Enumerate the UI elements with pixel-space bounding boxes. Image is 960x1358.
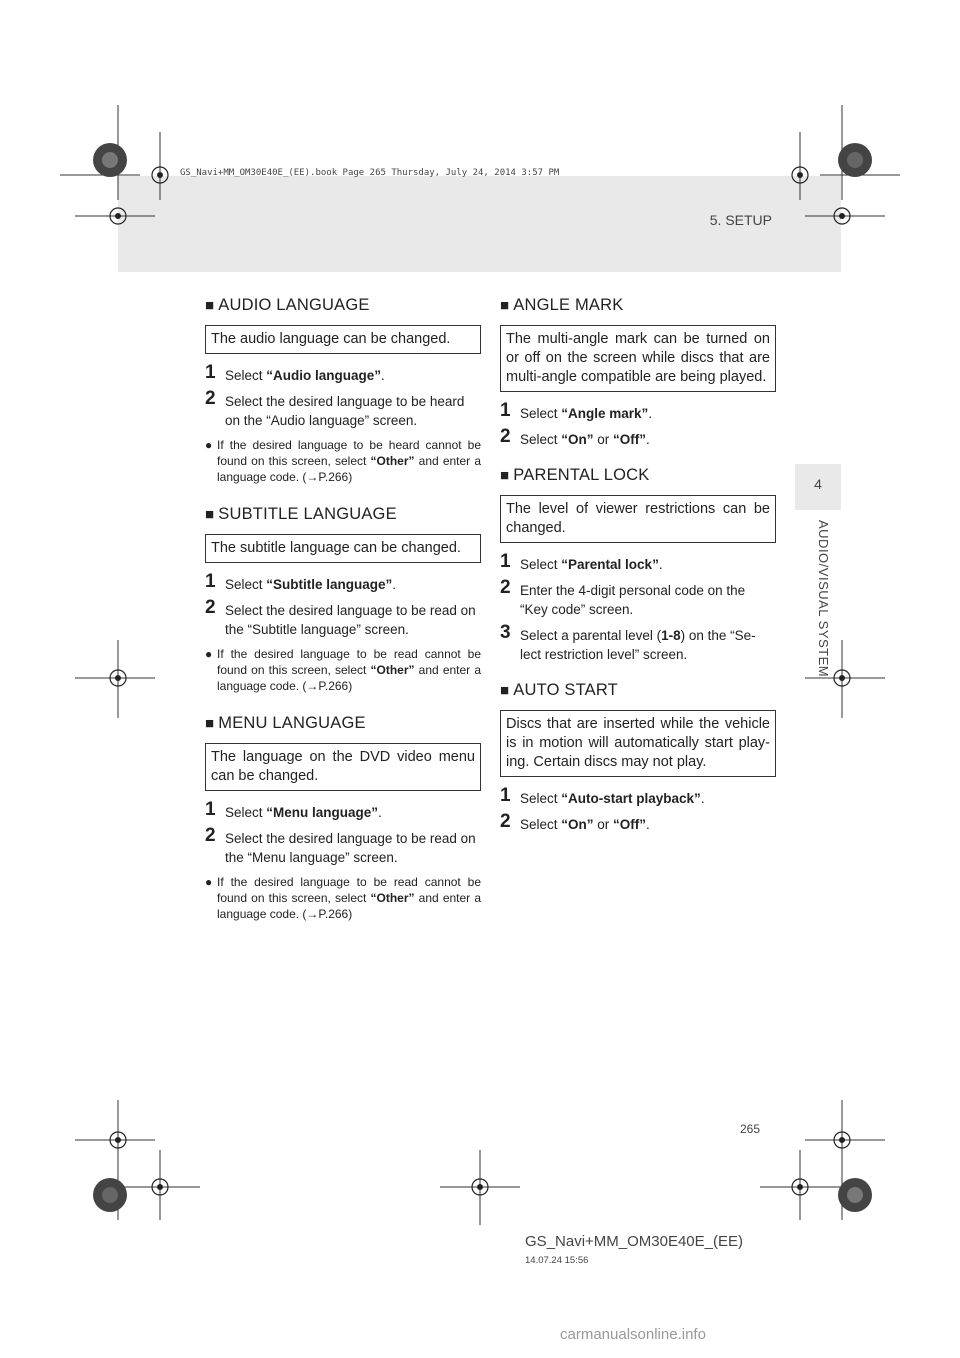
step-3-parental: 3 Select a parental level (1-8) on the “Se-lect restriction level” screen. <box>500 622 756 662</box>
page-number: 265 <box>740 1122 761 1136</box>
info-box-audio: The audio language can be changed. <box>205 325 481 354</box>
section-title: 5. SETUP <box>709 212 772 228</box>
bullet-icon: ● <box>205 438 213 452</box>
info-box-angle: The multi-angle mark can be turned on or off on the screen while discs that are multi-angle compatible are being played. <box>500 325 776 392</box>
info-box-autostart: Discs that are inserted while the vehicle is in motion will automatically start play-ing. Certain discs may not play. <box>500 710 776 777</box>
chapter-label: AUDIO/VISUAL SYSTEM <box>816 520 831 678</box>
step-2-audio: 2 Select the desired language to be heard on the “Audio language” screen. <box>205 388 465 428</box>
watermark[interactable]: carmanualsonline.info <box>560 1326 706 1343</box>
step-1-angle: 1 Select “Angle mark”. <box>500 400 653 421</box>
step-1-menu: 1 Select “Menu language”. <box>205 799 382 820</box>
section-heading-angle-mark: ■ ANGLE MARK <box>500 296 624 314</box>
info-box-parental: The level of viewer restrictions can be changed. <box>500 495 776 543</box>
step-2-menu: 2 Select the desired language to be read on the “Menu language” screen. <box>205 825 476 865</box>
document-code: GS_Navi+MM_OM30E40E_(EE) <box>525 1233 743 1250</box>
step-1-audio: 1 Select “Audio language”. <box>205 362 385 383</box>
step-2-angle: 2 Select “On” or “Off”. <box>500 426 650 447</box>
section-heading-subtitle-language: ■ SUBTITLE LANGUAGE <box>205 505 397 523</box>
note-menu: ● If the desired language to be read cannot be found on this screen, select “Other” and enter a language code. (→P.266) <box>205 875 481 921</box>
bullet-icon: ● <box>205 875 213 889</box>
heading-square-icon: ■ <box>500 467 510 484</box>
section-heading-menu-language: ■ MENU LANGUAGE <box>205 714 366 732</box>
heading-square-icon: ■ <box>500 297 510 314</box>
step-2-subtitle: 2 Select the desired language to be read on the “Subtitle language” screen. <box>205 597 476 637</box>
print-timestamp: 14.07.24 15:56 <box>525 1255 589 1266</box>
heading-square-icon: ■ <box>500 682 510 699</box>
heading-square-icon: ■ <box>205 297 215 314</box>
note-subtitle: ● If the desired language to be read cannot be found on this screen, select “Other” and enter a language code. (→P.266) <box>205 647 481 693</box>
step-1-parental: 1 Select “Parental lock”. <box>500 551 663 572</box>
heading-square-icon: ■ <box>205 506 215 523</box>
heading-square-icon: ■ <box>205 715 215 732</box>
step-2-autostart: 2 Select “On” or “Off”. <box>500 811 650 832</box>
book-stamp: GS_Navi+MM_OM30E40E_(EE).book Page 265 Thursday, July 24, 2014 3:57 PM <box>180 168 560 178</box>
section-heading-auto-start: ■ AUTO START <box>500 681 618 699</box>
bullet-icon: ● <box>205 647 213 661</box>
info-box-subtitle: The subtitle language can be changed. <box>205 534 481 563</box>
step-1-subtitle: 1 Select “Subtitle language”. <box>205 571 397 592</box>
info-box-menu: The language on the DVD video menu can be changed. <box>205 743 481 791</box>
section-heading-parental-lock: ■ PARENTAL LOCK <box>500 466 650 484</box>
section-heading-audio-language: ■ AUDIO LANGUAGE <box>205 296 370 314</box>
step-2-parental: 2 Enter the 4-digit personal code on the “Key code” screen. <box>500 577 746 617</box>
note-audio: ● If the desired language to be heard cannot be found on this screen, select “Other” and enter a language code. (→P.266) <box>205 438 481 484</box>
chapter-number: 4 <box>814 476 822 492</box>
step-1-autostart: 1 Select “Auto-start playback”. <box>500 785 705 806</box>
